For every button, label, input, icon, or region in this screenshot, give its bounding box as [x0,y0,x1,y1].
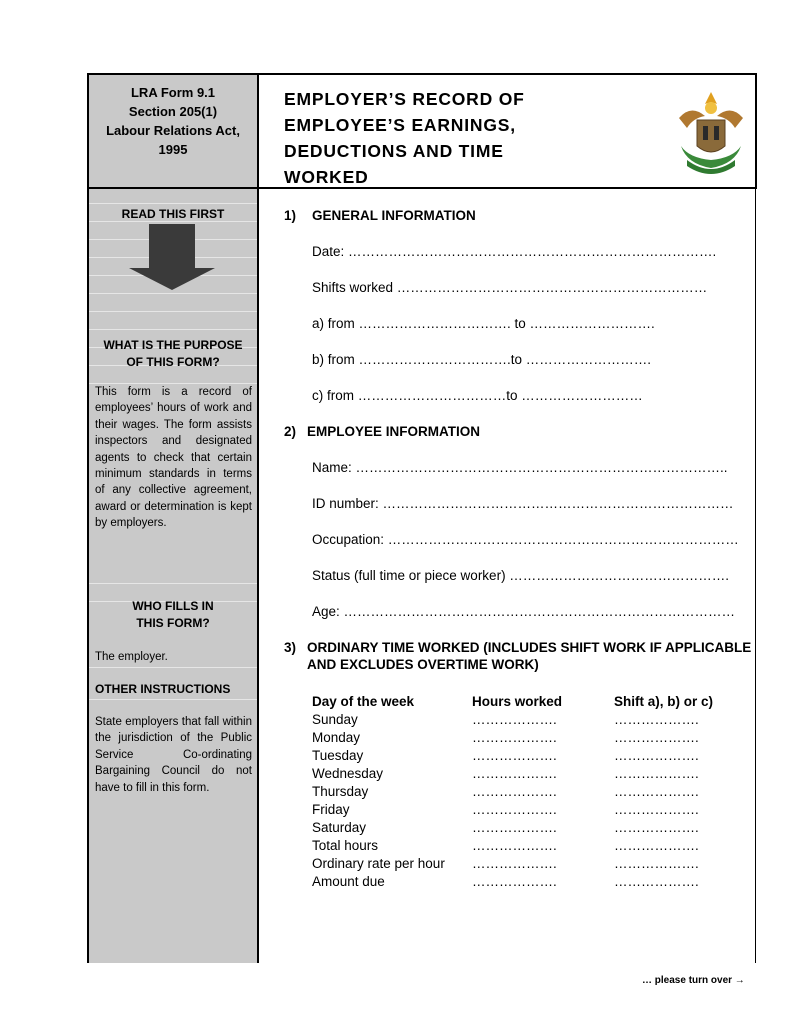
turn-over-note: … please turn over → [642,975,745,986]
table-row [312,820,732,838]
table-row [312,748,732,766]
day-label: Amount due [312,874,385,889]
day-label: Thursday [312,784,369,799]
purpose-heading-line2: OF THIS FORM? [126,355,220,369]
shift-field[interactable]: ………………. [614,712,699,727]
col-shift-header: Shift a), b) or c) [614,694,713,709]
table-row [312,730,732,748]
hours-field[interactable]: ………………. [472,874,557,889]
day-label: Ordinary rate per hour [312,856,445,871]
who-fills-heading [89,598,257,632]
section2-number: 2) [284,424,297,439]
shifts-worked-field[interactable]: Shifts worked …………………………………………………………… [312,280,708,295]
form-act: Labour Relations Act, [106,123,240,138]
shift-field[interactable]: ………………. [614,766,699,781]
day-label: Sunday [312,712,358,727]
purpose-heading [89,337,257,371]
hours-field[interactable]: ………………. [472,856,557,871]
who-fills-heading-line1: WHO FILLS IN [132,599,214,613]
table-row [312,856,732,874]
hours-field[interactable]: ………………. [472,784,557,799]
shift-field[interactable]: ………………. [614,838,699,853]
shift-field[interactable]: ………………. [614,820,699,835]
col-hours-header: Hours worked [472,694,563,709]
shift-field[interactable]: ………………. [614,730,699,745]
table-row [312,784,732,802]
age-field[interactable]: Age: …………………………………………………………………………… [312,604,736,619]
form-section: Section 205(1) [128,104,218,119]
col-day-header: Day of the week [312,694,415,709]
hours-field[interactable]: ………………. [472,712,557,727]
day-label: Saturday [312,820,367,835]
hours-field[interactable]: ………………. [472,730,557,745]
hours-field[interactable]: ………………. [472,838,557,853]
hours-field[interactable]: ………………. [472,802,557,817]
section3-heading-line1: ORDINARY TIME WORKED (INCLUDES SHIFT WORK IF APPLICABLE [307,640,752,655]
day-label: Friday [312,802,350,817]
day-label: Tuesday [312,748,364,763]
who-fills-text: The employer. [95,651,168,663]
form-title [284,86,525,190]
form-reference [89,83,257,159]
purpose-heading-line1: WHAT IS THE PURPOSE [103,338,243,352]
id-number-field[interactable]: ID number: …………………………………………………………………… [312,496,734,511]
shift-field[interactable]: ………………. [614,784,699,799]
day-label: Monday [312,730,361,745]
down-arrow-icon [129,224,215,290]
other-instructions-text: State employers that fall within the jurisdiction of the Public Service Co-ordinating Bargaining Council do not have to fill in this form. [95,716,252,794]
name-field[interactable]: Name: ……………………………………………………………………….. [312,460,728,475]
table-row [312,838,732,856]
shift-a-field[interactable]: a) from ……………………………. to ………………………. [312,316,655,331]
title-line4: WORKED [284,167,369,187]
who-fills-heading-line2: THIS FORM? [136,616,210,630]
form-number: LRA Form 9.1 [130,85,216,100]
day-label: Wednesday [312,766,384,781]
hours-field[interactable]: ………………. [472,748,557,763]
date-field[interactable]: Date: ………………………………………………………………………. [312,244,717,259]
title-line2: EMPLOYEE’S EARNINGS, [284,115,516,135]
read-first-heading: READ THIS FIRST [121,207,225,221]
shift-field[interactable]: ………………. [614,874,699,889]
section1-number: 1) [284,208,297,223]
shift-field[interactable]: ………………. [614,802,699,817]
section3-number: 3) [284,640,297,655]
title-line3: DEDUCTIONS AND TIME [284,141,504,161]
occupation-field[interactable]: Occupation: …………………………………………………………………… [312,532,739,547]
other-instructions-heading: OTHER INSTRUCTIONS [95,682,231,696]
table-row [312,874,732,892]
coat-of-arms-icon [673,88,749,176]
title-line1: EMPLOYER’S RECORD OF [284,89,525,109]
section3-heading-line2: AND EXCLUDES OVERTIME WORK) [307,657,539,672]
hours-field[interactable]: ………………. [472,766,557,781]
form-year: 1995 [158,142,188,157]
shift-field[interactable]: ………………. [614,748,699,763]
table-row [312,766,732,784]
table-row [312,712,732,730]
shift-c-field[interactable]: c) from ……………………………to ……………………… [312,388,643,403]
status-field[interactable]: Status (full time or piece worker) …………………………………………. [312,568,730,583]
section1-heading: GENERAL INFORMATION [312,208,476,223]
hours-field[interactable]: ………………. [472,820,557,835]
purpose-text: This form is a record of employees’ hours of work and their wages. The form assists inspectors and designated agents to check that certain minimum standards in terms of any collective agreement, award or determination is kept by employers. [95,386,252,530]
day-label: Total hours [312,838,379,853]
section2-heading: EMPLOYEE INFORMATION [307,424,481,439]
table-row [312,802,732,820]
shift-field[interactable]: ………………. [614,856,699,871]
shift-b-field[interactable]: b) from …………………………….to ………………………. [312,352,652,367]
